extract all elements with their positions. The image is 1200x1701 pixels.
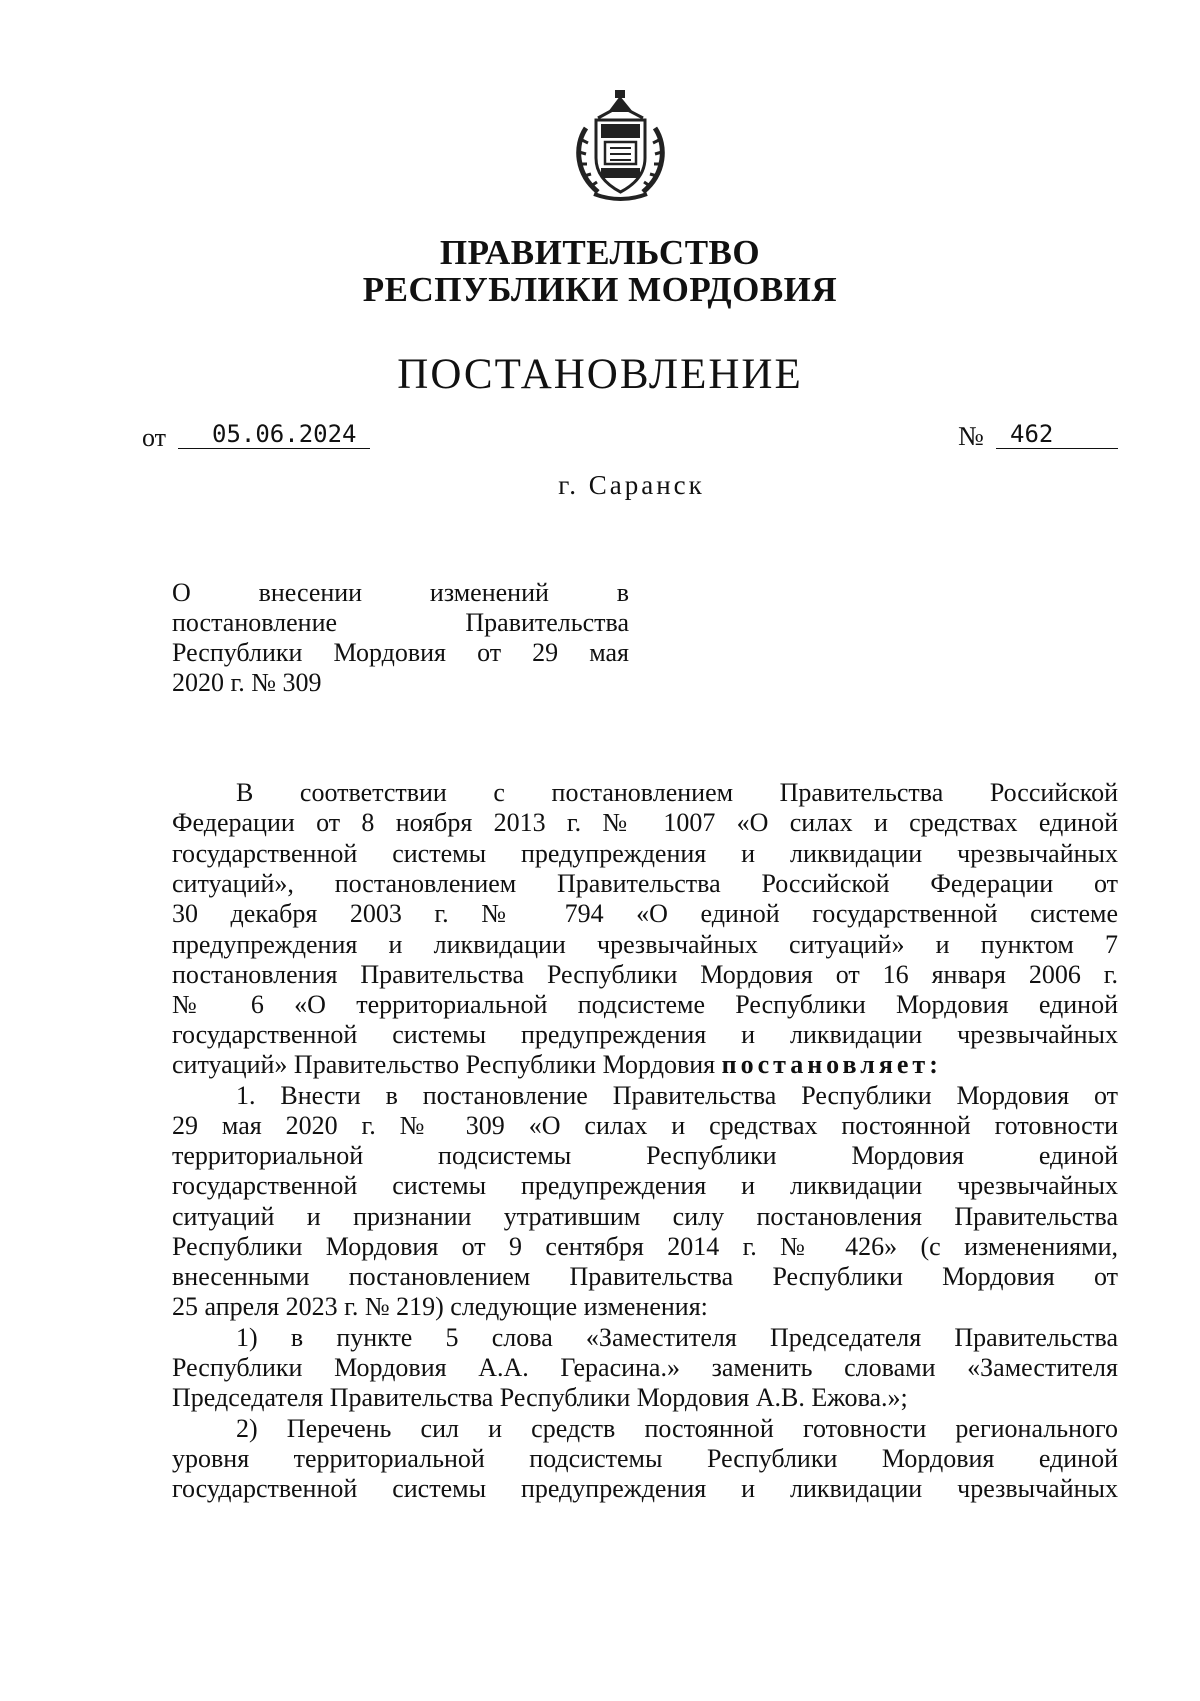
body-line: государственной системы предупреждения и ликвидации чрезвычайных xyxy=(172,1474,1118,1503)
body-line: 30 декабря 2003 г. № 794 «О единой государственной системе xyxy=(172,899,1118,928)
document-number: 462 xyxy=(996,420,1118,449)
body-line: постановления Правительства Республики Мордовия от 16 января 2006 г. xyxy=(172,960,1118,989)
body-line: № 6 «О территориальной подсистеме Республики Мордовия единой xyxy=(172,990,1118,1019)
city: г. Саранск xyxy=(558,470,705,500)
body-text: ситуаций» Правительство Республики Мордовия xyxy=(172,1050,722,1079)
body-line: 25 апреля 2023 г. № 219) следующие изменения: xyxy=(172,1292,708,1321)
title-line: Республики Мордовия от 29 мая xyxy=(172,638,629,667)
body-line: Федерации от 8 ноября 2013 г. № 1007 «О силах и средствах единой xyxy=(172,808,1118,837)
body-line: ситуаций и признании утратившим силу постановления Правительства xyxy=(172,1202,1118,1231)
body-line: предупреждения и ликвидации чрезвычайных ситуаций» и пунктом 7 xyxy=(172,930,1118,959)
body-line: 1) в пункте 5 слова «Заместителя Председателя Правительства xyxy=(236,1323,1118,1352)
title-line: 2020 г. № 309 xyxy=(172,668,322,697)
body-line: Республики Мордовия от 9 сентября 2014 г. № 426» (с изменениями, xyxy=(172,1232,1118,1261)
organization-name-line1: ПРАВИТЕЛЬСТВО xyxy=(439,233,761,272)
body-line: 1. Внести в постановление Правительства Республики Мордовия от xyxy=(236,1081,1118,1110)
body-line: ситуаций», постановлением Правительства Российской Федерации от xyxy=(172,869,1118,898)
title-line: постановление Правительства xyxy=(172,608,629,637)
body-line: уровня территориальной подсистемы Республики Мордовия единой xyxy=(172,1444,1118,1473)
coat-of-arms-icon xyxy=(568,88,673,203)
body-line: государственной системы предупреждения и ликвидации чрезвычайных xyxy=(172,839,1118,868)
document-date: 05.06.2024 xyxy=(178,420,370,449)
body-line: Председателя Правительства Республики Мордовия А.В. Ежова.»; xyxy=(172,1383,908,1412)
date-prefix: от xyxy=(142,423,167,452)
organization-name-line2: РЕСПУБЛИКИ МОРДОВИЯ xyxy=(362,270,838,309)
body-line: территориальной подсистемы Республики Мордовия единой xyxy=(172,1141,1118,1170)
body-line: внесенными постановлением Правительства Республики Мордовия от xyxy=(172,1262,1118,1291)
number-prefix: № xyxy=(958,421,984,451)
body-line: 29 мая 2020 г. № 309 «О силах и средствах постоянной готовности xyxy=(172,1111,1118,1140)
body-line: Республики Мордовия А.А. Герасина.» заменить словами «Заместителя xyxy=(172,1353,1118,1382)
document-type: ПОСТАНОВЛЕНИЕ xyxy=(397,351,803,398)
title-line: О внесении изменений в xyxy=(172,578,629,607)
body-line: государственной системы предупреждения и ликвидации чрезвычайных xyxy=(172,1020,1118,1049)
body-line: В соответствии с постановлением Правительства Российской xyxy=(236,778,1118,807)
body-line xyxy=(172,1050,1118,1080)
decree-word: постановляет: xyxy=(721,1050,942,1079)
body-line: 2) Перечень сил и средств постоянной готовности регионального xyxy=(236,1414,1118,1443)
body-line: государственной системы предупреждения и ликвидации чрезвычайных xyxy=(172,1171,1118,1200)
